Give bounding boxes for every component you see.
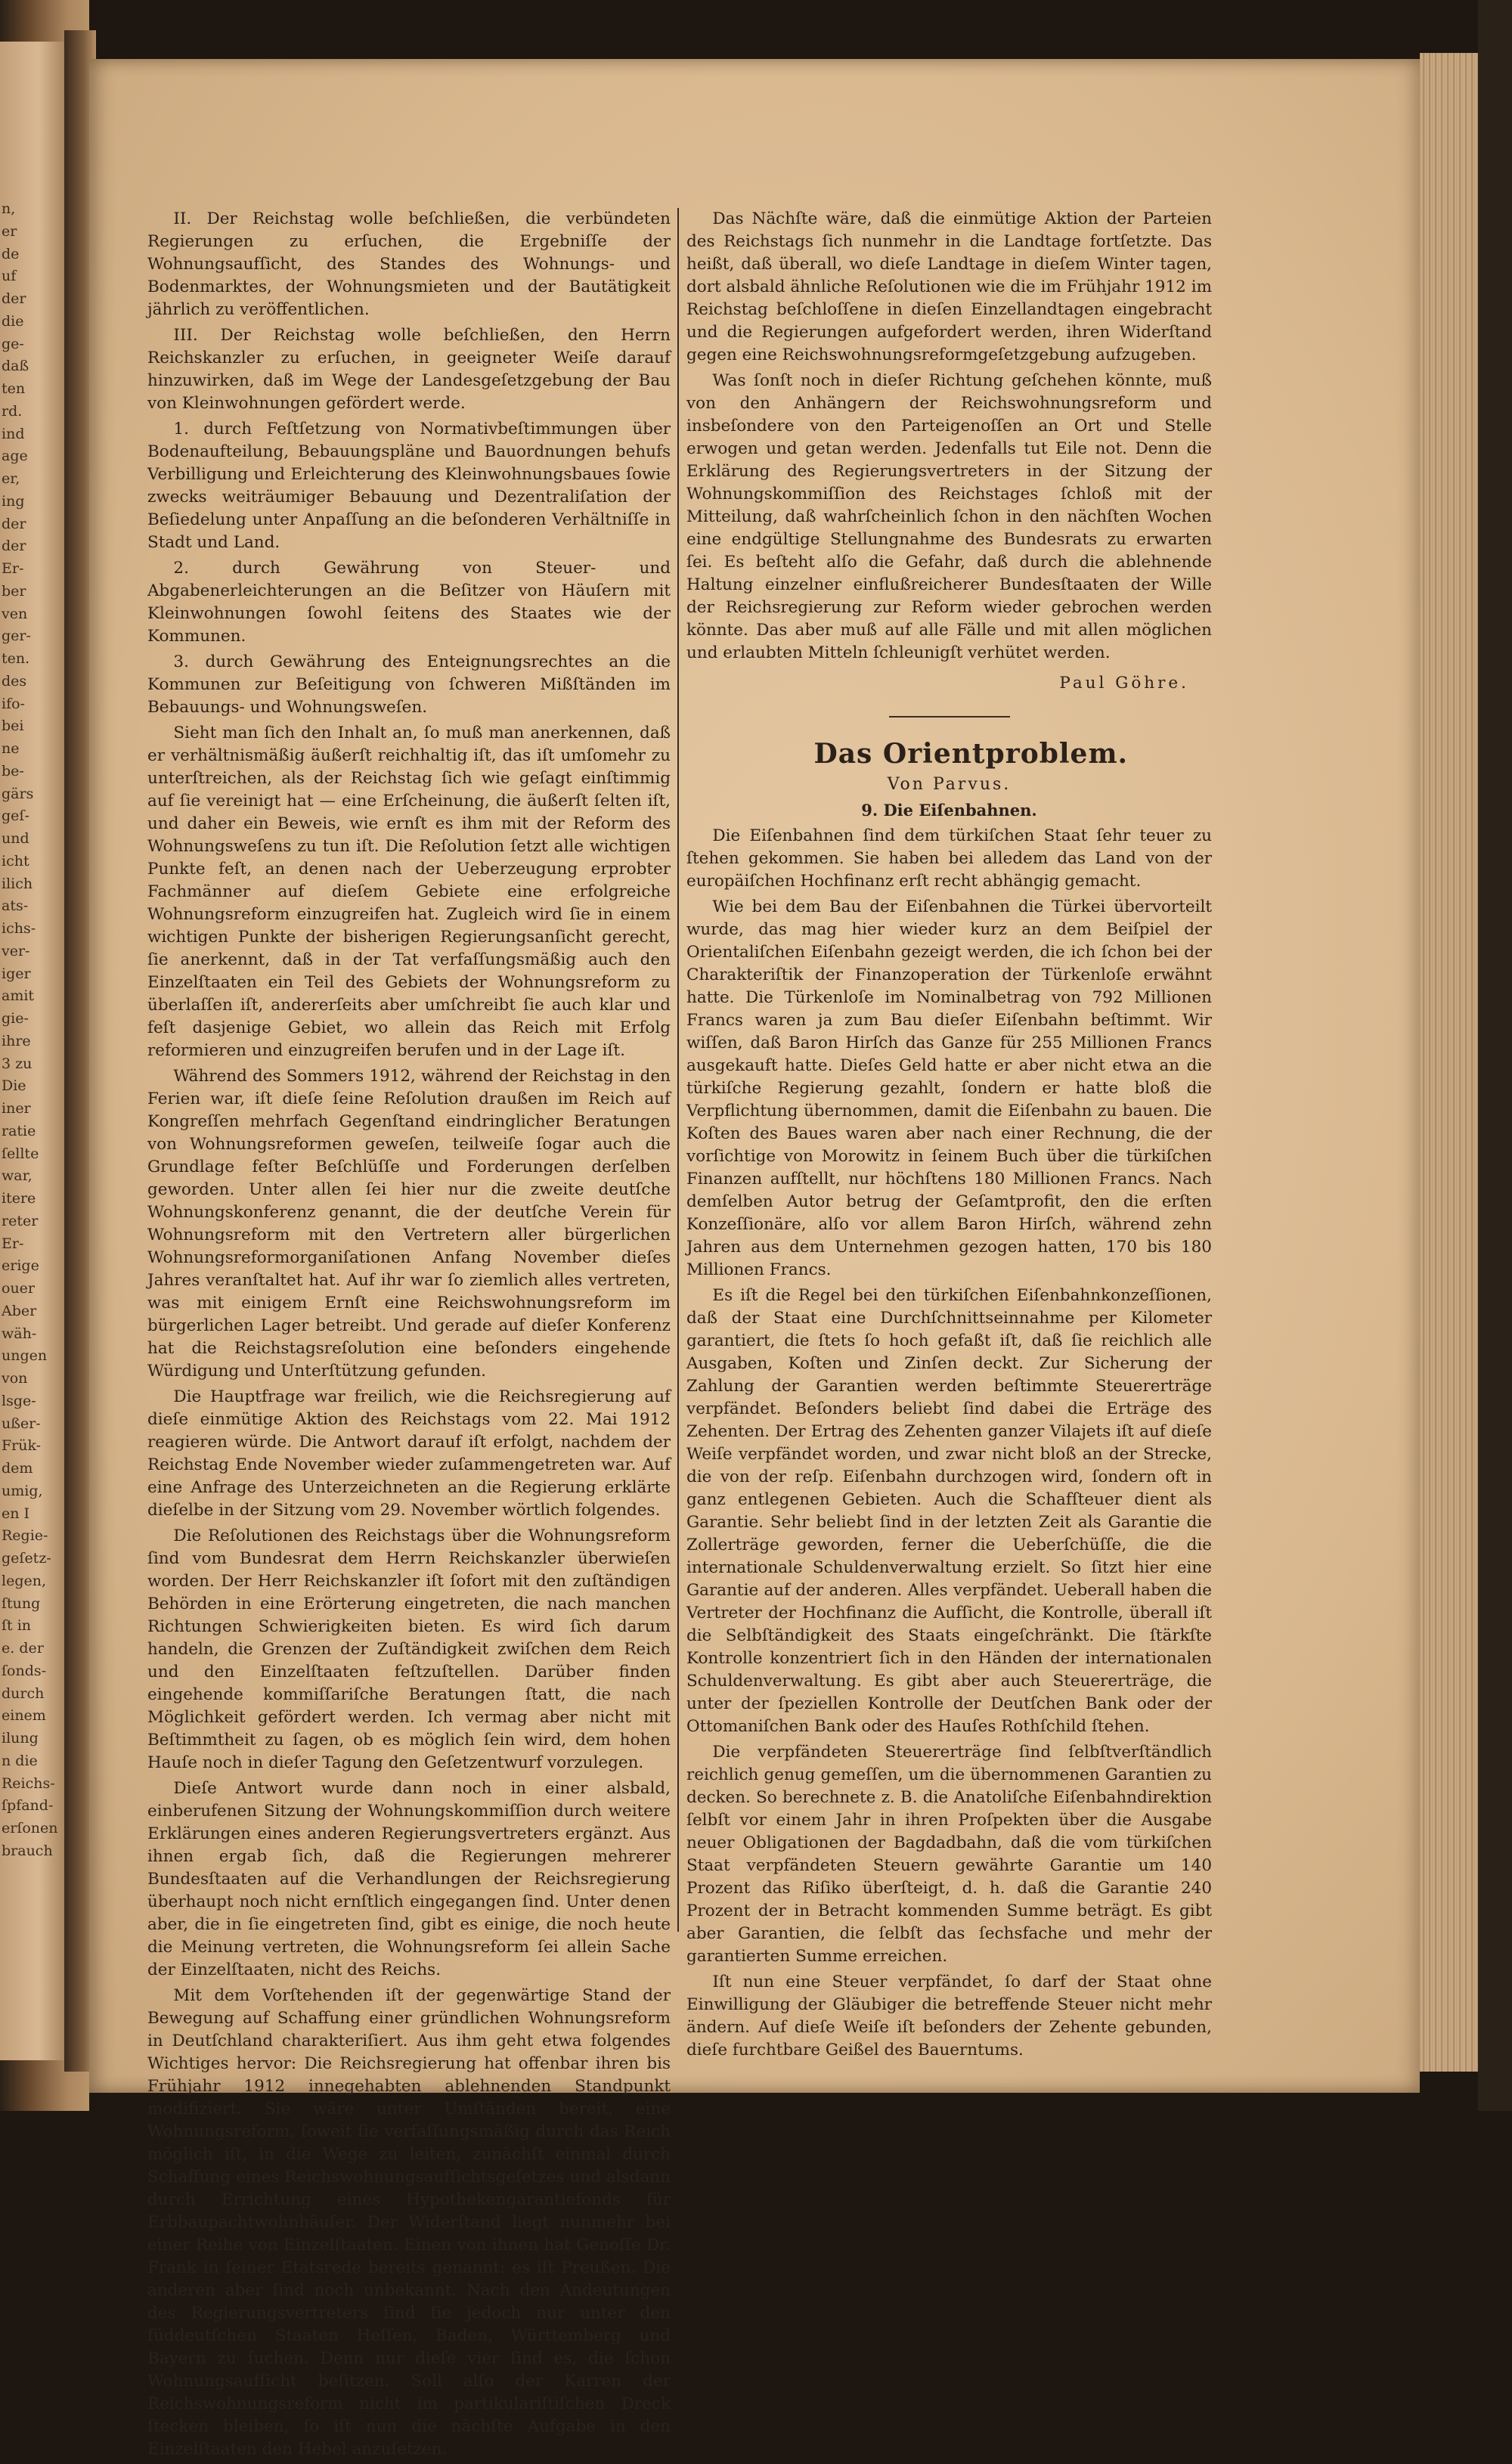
previous-page-fragment: amit (2, 987, 35, 1005)
article-title: Das Orientproblem. (813, 738, 1129, 770)
paragraph: Das Nächſte wäre, daß die einmütige Aktion der Parteien des Reichstags ſich nunmehr in die Landtage fortſetzte. Das heißt, daß überall, wo dieſe Landtage in dieſem Winter tagen, dort alsbald ähnliche Reſolutionen wie die im Frühjahr 1912 im Reichstag beſchloſſene in dieſen Einzellandtagen eingebracht und die Regierungen aufgefordert werden, ihren Widerſtand gegen eine Reichswohnungsreformgeſetzgebung aufzugeben. (686, 209, 1212, 364)
previous-page-fragment: Reichs- (2, 1774, 55, 1792)
previous-page-fragment: itere (2, 1190, 36, 1207)
previous-page-fragment: durch (2, 1685, 45, 1702)
previous-page-fragment: reter (2, 1212, 39, 1229)
previous-page-fragment: lsge- (2, 1392, 36, 1409)
previous-page-fragment: Die (2, 1077, 26, 1095)
quoted-statement: Die Reſolutionen des Reichstags über die Wohnungsreform ſind vom Bundesrat dem Herrn Reichskanzler überwieſen worden. Der Herr Reichskanzler iſt ſofort mit den zuſtändigen Behörden in eine Erörterung eingetreten, die nach manchen Richtungen Schwierigkeiten bieten. Es wird ſich darum handeln, die Grenzen der Zuſtändigkeit zwiſchen dem Reich und den Einzelſtaaten feſtzuſtellen. Darüber finden eingehende kommiſſariſche Beratungen ſtatt, die nach Möglichkeit gefördert werden. Ich vermag aber nicht mit Beſtimmtheit zu ſagen, ob es möglich ſein wird, dem hohen Hauſe noch in dieſer Tagung den Geſetzentwurf vorzulegen. (147, 1526, 671, 1772)
previous-page-fragment: der (2, 290, 26, 307)
previous-page-fragment: iger (2, 965, 31, 982)
paragraph: Was ſonſt noch in dieſer Richtung geſchehen könnte, muß von den Anhängern der Reichswohnungsreform und insbeſondere von den Parteigenoſſen an Ort und Stelle erwogen und getan werden. Jedenfalls tut Eile not. Denn die Erklärung des Regierungsvertreters in der Sitzung der Wohnungskommiſſion des Reichstages ſchloß mit der Mitteilung, daß wahrſcheinlich ſchon in den nächſten Wochen eine endgültige Stellungnahme des Bundesrats zu erwarten ſei. Es beſteht alſo die Gefahr, daß durch die ablehnende Haltung einzelner einflußreicherer Bundesſtaaten der Wille der Reichsregierung zur Reform wieder gebrochen werden könnte. Das aber muß auf alle Fälle und mit allen möglichen und erlaubten Mitteln ſchleunigſt verhütet werden. (686, 371, 1212, 662)
previous-page-fragment: ven (2, 605, 28, 622)
previous-page-fragment: ge- (2, 335, 24, 352)
resolution-iii: III. Der Reichstag wolle beſchließen, den Herrn Reichskanzler zu erſuchen, in geeigneter Weiſe darauf hinzuwirken, daß im Wege der Landesgeſetzgebung der Bau von Kleinwohnungen gefördert werde. (147, 326, 671, 413)
previous-page-fragment: age (2, 448, 28, 465)
previous-page-fragment: n, (2, 200, 16, 217)
previous-page-fragment: ſpfand- (2, 1797, 54, 1815)
previous-page-fragment: ſonds- (2, 1662, 47, 1679)
previous-page-fragment: ouer (2, 1280, 36, 1297)
previous-page-fragment: brauch (2, 1842, 53, 1859)
previous-page-fragment: geſ- (2, 807, 29, 825)
previous-page-fragment: de (2, 245, 20, 262)
previous-page-fragment: iner (2, 1100, 31, 1117)
previous-page-fragment: wäh- (2, 1325, 37, 1342)
previous-page-fragment: ungen (2, 1347, 48, 1365)
previous-page-fragment: und (2, 830, 29, 848)
previous-page-fragment: ind (2, 425, 25, 442)
previous-page-fragment: be- (2, 762, 24, 779)
resolution-ii: II. Der Reichstag wolle beſchließen, die verbündeten Regierungen zu erſuchen, die Ergebniſſe der Wohnungsaufſicht, des Standes des Wohnungs- und Bodenmarktes, der Wohnungsmieten und der Bautätigkeit jährlich zu veröffentlichen. (147, 209, 671, 319)
paragraph: Mit dem Vorſtehenden iſt der gegenwärtige Stand der Bewegung auf Schaffung einer gründlichen Wohnungsreform in Deutſchland charakteriſiert. Aus ihm geht etwa folgendes Wichtiges hervor: Die Reichsregierung hat offenbar ihren bis Frühjahr 1912 innegehabten ablehnenden Standpunkt modifiziert. Sie wäre unter Umſtänden bereit, eine Wohnungsreform, ſoweit ſie verfaſſungsmäßig durch das Reich möglich iſt, in die Wege zu leiten, zunächſt einmal durch Schaffung eines Reichswohnungsaufſichtsgeſetzes und alsdann durch Errichtung eines Hypothekengarantiefonds für Erbbaupachtwohnhäuſer. Der Widerſtand liegt nunmehr bei einer Reihe von Einzelſtaaten. Einen von ihnen hat Genoſſe Dr. Frank in ſeiner Etatsrede bereits genannt: es iſt Preußen. Die anderen aber ſind noch unbekannt. Nach den Andeutungen des Regierungsvertreters ſind ſie jedoch nur unter den ſüddeutſchen Staaten Heſſen, Baden, Württemberg und Bayern zu ſuchen. Denn nur dieſe vier ſind es, die ſchon Wohnungsaufſicht beſitzen. Soll alſo der Karren der Reichswohnungsreform nicht im partikulariſtiſchen Dreck ſtecken bleiben, ſo iſt nun die nächſte Aufgabe in den Einzelſtaaten den Hebel anzuſetzen. (147, 1986, 671, 2459)
resolution-item-3: 3. durch Gewährung des Enteignungsrechtes an die Kommunen zur Beſeitigung von ſchweren Mißſtänden im Bebauungs- und Wohnungsweſen. (147, 652, 671, 717)
previous-page-fragment: ilich (2, 875, 33, 892)
previous-page-fragment: ilung (2, 1730, 39, 1747)
previous-page-fragment: war, (2, 1167, 33, 1185)
previous-page-fragment: erſonen (2, 1820, 58, 1837)
previous-page-fragment: Er- (2, 560, 24, 578)
previous-page-fragment: ber (2, 582, 26, 600)
previous-page-fragment: Frük- (2, 1437, 42, 1455)
previous-page-fragment: icht (2, 852, 29, 869)
previous-page-fragment: ußer- (2, 1415, 41, 1432)
paragraph: Die Eiſenbahnen ſind dem türkiſchen Staat ſehr teuer zu ſtehen gekommen. Sie haben bei alledem das Land von der europäiſchen Hochfinanz erſt recht abhängig gemacht. (686, 826, 1212, 891)
previous-page-fragment: legen, (2, 1572, 47, 1589)
previous-page-fragment: rd. (2, 402, 23, 420)
previous-page-fragment: dem (2, 1460, 33, 1477)
previous-page-fragment: 3 zu (2, 1055, 33, 1072)
previous-page-edge (0, 42, 64, 2060)
column-divider (677, 208, 679, 1932)
resolution-item-2: 2. durch Gewährung von Steuer- und Abgabenerleichterungen an die Beſitzer von Häuſern mit Kleinwohnungen ſowohl ſeitens des Staates wie der Kommunen. (147, 559, 671, 646)
previous-page-fragment: geſetz- (2, 1550, 51, 1567)
left-column (147, 208, 671, 2464)
paragraph: Wie bei dem Bau der Eiſenbahnen die Türkei übervorteilt wurde, das mag hier wieder kurz an dem Beiſpiel der Orientaliſchen Eiſenbahn gezeigt werden, die ich ſchon bei der Charakteriſtik der Finanzoperation der Türkenloſe erwähnt hatte. Die Türkenloſe im Nominalbetrag von 792 Millionen Francs waren ja zum Bau dieſer Eiſenbahn beſtimmt. Wir wiſſen, daß Baron Hirſch das Ganze für 255 Millionen Francs ausgekauft hatte. Dieſes Geld hatte er aber nicht etwa an die türkiſche Regierung gezahlt, ſondern er hatte bloß die Verpflichtung übernommen, damit die Eiſenbahn zu bauen. Die Koſten des Baues waren aber nach einer Rechnung, die der vorſichtige von Morowitz in ſeinem Buch über die türkiſchen Finanzen aufſtellt, nur höchſtens 180 Millionen Francs. Nach demſelben Autor betrug der Geſamtprofit, den die erſten Konzeſſionäre, alſo vor allem Baron Hirſch, während zehn Jahren aus dem Unternehmen gezogen hatten, 170 bis 180 Millionen Francs. (686, 897, 1212, 1279)
author-signature: Paul Göhre. (1059, 674, 1189, 693)
previous-page-fragment: die (2, 312, 24, 330)
book-cover-right (1478, 0, 1512, 2111)
previous-page-fragment: uf (2, 268, 17, 285)
paragraph: Dieſe Antwort wurde dann noch in einer alsbald, einberufenen Sitzung der Wohnungskommiſſion durch weitere Erklärungen eines anderen Regierungsvertreters ergänzt. Aus ihnen ergab ſich, daß die Regierungen mehrerer Bundesſtaaten auf die Verhandlungen der Reichsregierung überhaupt noch nicht ernſtlich eingegangen ſind. Unter denen aber, die in ſie eingetreten ſind, gibt es einige, die noch heute die Meinung vertreten, die Wohnungsreform ſei allein Sache der Einzelſtaaten, nicht des Reichs. (147, 1779, 671, 1979)
previous-page-fragment: der (2, 538, 26, 555)
paragraph: Während des Sommers 1912, während der Reichstag in den Ferien war, iſt dieſe ſeine Reſolution draußen im Reich auf Kongreſſen mehrfach Gegenſtand eindringlicher Beratungen von Wohnungsreformen geweſen, teilweiſe ſogar auch die Grundlage feſter Beſchlüſſe und Forderungen derſelben geworden. Unter allen ſei hier nur die zweite deutſche Wohnungskonferenz genannt, die der deutſche Verein für Wohnungsreform mit den Vertretern aller bürgerlichen Wohnungsreformorganiſationen Anfang November dieſes Jahres veranſtaltet hat. Auf ihr war ſo ziemlich alles vertreten, was mit einigem Ernſt eine Reichswohnungsreform im bürgerlichen Lager betreibt. Und gerade auf dieſer Konferenz hat die Reichstagsreſolution eine beſonders eingehende Würdigung und Unterſtützung gefunden. (147, 1067, 671, 1381)
previous-page-fragment: ihre (2, 1032, 31, 1049)
paragraph: Sieht man ſich den Inhalt an, ſo muß man anerkennen, daß er verhältnismäßig äußerſt reichhaltig iſt, das iſt umſomehr zu unterſtreichen, als der Reichstag ſich wie geſagt einſtimmig auf ſie vereinigt hat — eine Erſcheinung, die äußerſt ſelten iſt, und daher ein Beweis, wie ernſt es ihm mit der Reform des Wohnungsweſens zu tun iſt. Die Reſolution ſetzt alle wichtigen Punkte feſt, an denen nach der Ueberzeugung erprobter Fachmänner auf dieſem Gebiete eine erfolgreiche Wohnungsreform einzugreifen hat. Zugleich wird ſie in einem wichtigen Punkte der bisherigen Regierungsanſicht gerecht, ſie anerkennt, daß in der Tat verfaſſungsmäßig auch den Einzelſtaaten ein Teil des Gebiets der Wohnungsreform zu überlaſſen iſt, andererſeits aber umſchreibt ſie auch klar und feſt dasjenige Gebiet, wo allein das Reich mit Erfolg reformieren und einzugreifen berufen und in der Lage iſt. (147, 724, 671, 1060)
previous-page-fragment: einem (2, 1707, 46, 1725)
previous-page-fragment: er (2, 222, 17, 240)
previous-page-fragment: ver- (2, 942, 30, 959)
previous-page-fragment: en I (2, 1505, 30, 1522)
previous-page-fragment: Regie- (2, 1527, 48, 1545)
previous-page-fragment: n die (2, 1752, 38, 1769)
previous-page-fragment: ger- (2, 628, 31, 645)
previous-page-fragment: erige (2, 1257, 39, 1275)
paragraph: Iſt nun eine Steuer verpfändet, ſo darf der Staat ohne Einwilligung der Gläubiger die betreffende Steuer nicht mehr ändern. Auf dieſe Weiſe iſt beſonders der Zehente gebunden, dieſe furchtbare Geißel des Bauerntums. (686, 1973, 1212, 2060)
previous-page-fragment: gärs (2, 785, 34, 802)
previous-page-fragment: ichs- (2, 920, 36, 938)
previous-page-fragment: der (2, 515, 26, 532)
previous-page-fragment: von (2, 1370, 28, 1387)
previous-page-fragment: ſt in (2, 1617, 32, 1635)
previous-page-fragment: ing (2, 492, 25, 510)
previous-page-fragment: des (2, 672, 27, 690)
previous-page-fragment: ratie (2, 1122, 36, 1139)
previous-page-fragment: Er- (2, 1235, 24, 1252)
previous-page-fragment: ne (2, 740, 20, 758)
section-heading: 9. Die Eiſenbahnen. (861, 801, 1037, 820)
resolution-item-1: 1. durch Feſtſetzung von Normativbeſtimmungen über Bodenaufteilung, Bebauungspläne und Bauordnungen behufs Verbilligung und Erleichterung des Kleinwohnungsbaues ſowie zwecks weiträumiger Bebauung und Dezentraliſation der Beſiedelung unter Anpaſſung an die beſonderen Verhältniſſe in Stadt und Land. (147, 420, 671, 552)
paragraph: Die verpfändeten Steuererträge ſind ſelbſtverſtändlich reichlich genug gemeſſen, um die übernommenen Garantien zu decken. So berechnete z. B. die Anatoliſche Eiſenbahndirektion ſelbſt vor einem Jahr in ihren Proſpekten über die Ausgabe neuer Obligationen der Bagdadbahn, daß die vom türkiſchen Staat verpfändeten Steuern gewährte Garantie um 140 Prozent das Riſiko überſteigt, d. h. daß die Garantie 240 Prozent der in Betracht kommenden Summe beträgt. Es gibt aber Garantien, die ſelbſt das ſechsfache und mehr der garantierten Summe erreichen. (686, 1743, 1212, 1966)
previous-page-fragment: er, (2, 470, 20, 488)
right-column (686, 208, 1212, 2065)
paragraph: Es iſt die Regel bei den türkiſchen Eiſenbahnkonzeſſionen, daß der Staat eine Durchſchnittseinnahme per Kilometer garantiert, die ſtets ſo hoch gefaßt iſt, daß ſie reichlich alle Ausgaben, Koſten und Zinſen deckt. Zur Sicherung der Zahlung der Garantien werden beſtimmte Steuererträge verpfändet. Beſonders beliebt ſind dabei die Erträge des Zehenten. Der Ertrag des Zehenten ganzer Vilajets iſt auf dieſe Weiſe verpfändet worden, und zwar nicht bloß an der Strecke, die von der reſp. Eiſenbahn durchzogen wird, ſondern oft in ganz entlegenen Gebieten. Auch die Schafſteuer dient als Garantie. Sehr beliebt ſind in der letzten Zeit als Garantie die Zollerträge geworden, ferner die Ueberſchüſſe, die die internationale Schuldenverwaltung erzielt. So ſitzt hier eine Garantie auf der anderen. Alles verpfändet. Ueberall haben die Vertreter der Hochfinanz die Aufſicht, die Kontrolle, überall iſt die Selbſtändigkeit des Staats eingeſchränkt. Die ſtärkſte Kontrolle konzentriert ſich in den Händen der internationalen Schuldenverwaltung. Es gibt aber auch Steuererträge, die unter der ſpeziellen Kontrolle der Deutſchen Bank oder der Ottomaniſchen Bank oder des Hauſes Rothſchild ſtehen. (686, 1286, 1212, 1736)
previous-page-fragment: ſellte (2, 1145, 39, 1162)
paragraph: Die Hauptfrage war freilich, wie die Reichsregierung auf dieſe einmütige Aktion des Reichstags vom 22. Mai 1912 reagieren würde. Die Antwort darauf iſt erfolgt, nachdem der Reichstag Ende November wieder zuſammengetreten war. Auf eine Anfrage des Unterzeichneten an die Regierung erklärte dieſelbe in der Sitzung vom 29. November wörtlich folgendes. (147, 1387, 671, 1520)
previous-page-fragment: e. der (2, 1640, 44, 1657)
previous-page-fragment: ten. (2, 650, 30, 668)
previous-page-fragment: daß (2, 358, 29, 375)
previous-page-fragment: umig, (2, 1482, 43, 1499)
previous-page-fragment: ifo- (2, 695, 25, 712)
previous-page-fragment: bei (2, 718, 24, 735)
previous-page-fragment: ſtung (2, 1595, 41, 1612)
section-rule (889, 716, 1010, 718)
previous-page-fragment: ats- (2, 897, 29, 915)
previous-page-fragment: ten (2, 380, 26, 397)
previous-page-fragment: gie- (2, 1010, 29, 1027)
previous-page-fragment: Aber (2, 1302, 37, 1319)
article-byline: Von Parvus. (887, 775, 1012, 794)
